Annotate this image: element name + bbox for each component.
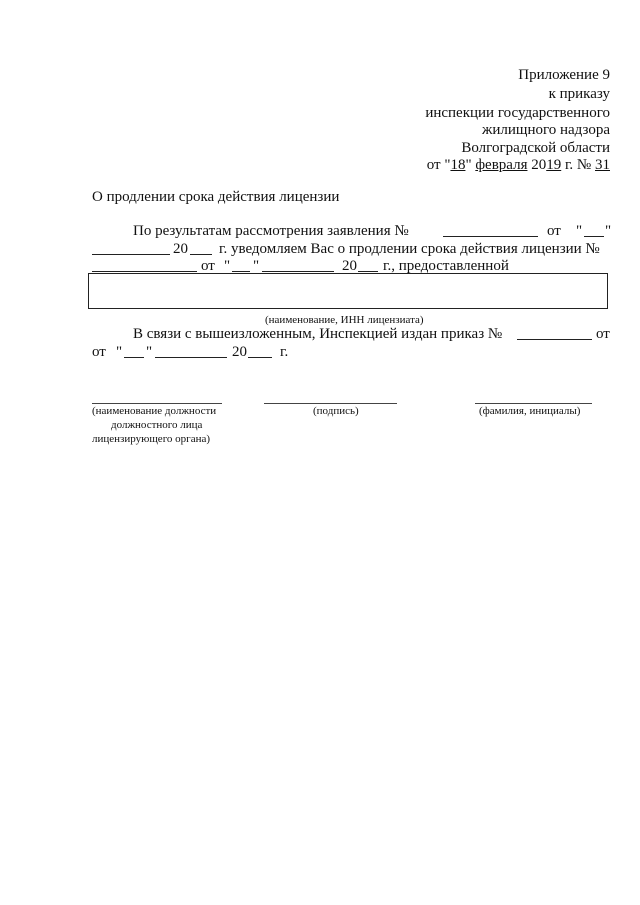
para1-line3-quote-open: ": [224, 258, 231, 274]
order-number-blank: [517, 327, 592, 340]
signature-caption: (подпись): [313, 405, 359, 417]
position-caption-3: лицензирующего органа): [92, 433, 211, 445]
appendix-line-3: инспекции государственного: [425, 105, 610, 121]
para1-line2-text: г. уведомляем Вас о продлении срока действия лицензии №: [219, 241, 600, 257]
application-month-blank: [92, 242, 170, 255]
appendix-line-4: жилищного надзора: [481, 122, 610, 138]
order-month-blank: [155, 345, 227, 358]
para2-line1-text: В связи с вышеизложенным, Инспекцией издан приказ №: [133, 326, 503, 342]
appendix-line-1: Приложение 9: [518, 67, 610, 83]
license-month-blank: [262, 259, 334, 272]
date-prefix: от ": [426, 157, 451, 173]
licensee-caption: (наименование, ИНН лицензиата): [265, 314, 424, 326]
document-title: О продлении срока действия лицензии: [92, 189, 340, 205]
para1-line3-from: от: [201, 258, 215, 274]
para1-line3-year-prefix: 20: [342, 258, 357, 274]
para2-year-prefix: 20: [232, 344, 247, 360]
para1-quote-close: ": [605, 223, 612, 239]
license-day-blank: [232, 259, 250, 272]
license-year-blank: [358, 259, 378, 272]
date-month: февраля: [475, 157, 528, 173]
order-number: 31: [595, 157, 610, 173]
application-day-blank: [584, 224, 604, 237]
appendix-line-5: Волгоградской области: [461, 140, 610, 156]
appendix-line-2: к приказу: [548, 86, 610, 102]
application-number-blank: [443, 224, 538, 237]
para2-year-suffix: г.: [280, 344, 289, 360]
para2-line1-from: от: [596, 326, 610, 342]
order-day-blank: [124, 345, 144, 358]
date-mid: ": [465, 157, 476, 173]
para1-from: от: [547, 223, 561, 239]
date-year: 19: [546, 157, 562, 173]
licensee-name-field[interactable]: [88, 273, 608, 309]
date-day: 18: [450, 157, 466, 173]
para1-line1-text: По результатам рассмотрения заявления №: [133, 223, 409, 239]
application-year-blank: [190, 242, 212, 255]
order-year-blank: [248, 345, 272, 358]
position-caption-1: (наименование должности: [92, 405, 217, 417]
para1-line3-quote-close: ": [253, 258, 260, 274]
para1-line3-text: г., предоставленной: [383, 258, 509, 274]
para2-line2-from: от: [92, 344, 106, 360]
date-space: 20: [527, 157, 547, 173]
para1-year-prefix: 20: [173, 241, 188, 257]
appendix-date-line: [427, 156, 610, 174]
para2-quote-close: ": [146, 344, 153, 360]
para1-quote-open: ": [576, 223, 583, 239]
date-suffix: г. №: [561, 157, 595, 173]
para2-quote-open: ": [116, 344, 123, 360]
position-caption-2: должностного лица: [111, 419, 203, 431]
name-caption: (фамилия, инициалы): [479, 405, 581, 417]
license-number-blank: [92, 259, 197, 272]
